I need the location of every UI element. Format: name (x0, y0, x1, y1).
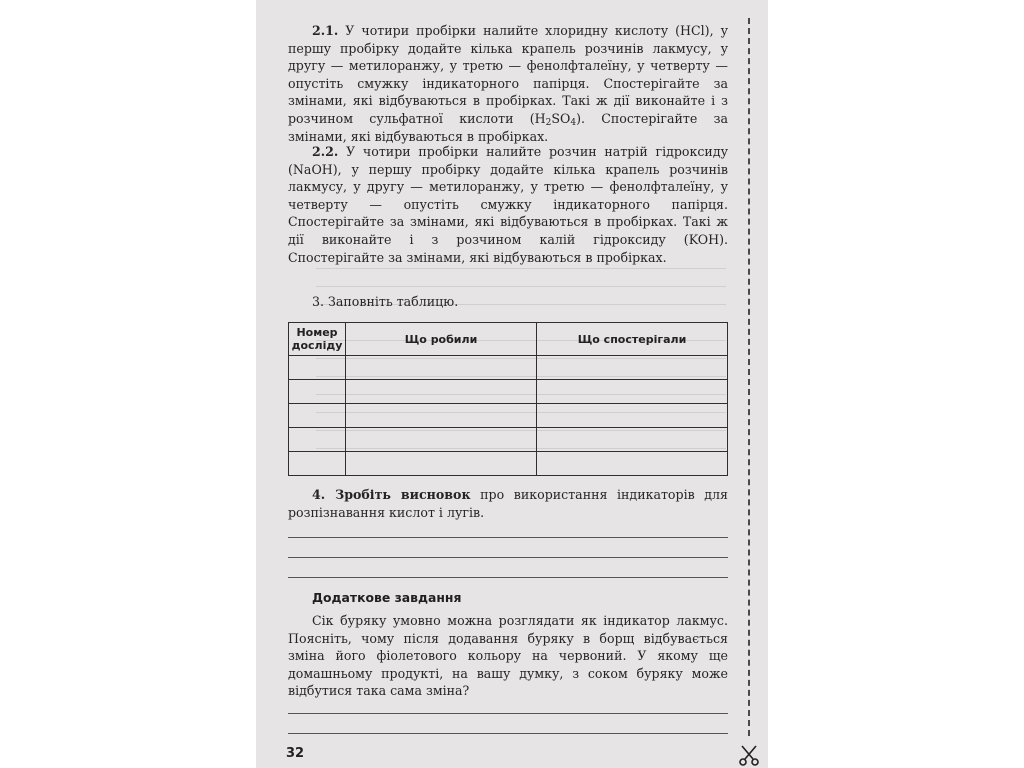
extra-task (288, 612, 728, 700)
task-2-2 (288, 143, 728, 266)
answer-line[interactable] (288, 694, 728, 714)
scanned-page (256, 0, 768, 768)
table-cell[interactable] (289, 380, 346, 404)
header-what-observed: Що спостерігали (537, 323, 728, 356)
answer-line[interactable] (288, 714, 728, 734)
table-cell[interactable] (346, 428, 537, 452)
table-cell[interactable] (537, 452, 728, 476)
table-header-row (289, 323, 728, 356)
table-row (289, 404, 728, 428)
task-4-bold: 4. Зробіть висновок (312, 487, 471, 502)
header-experiment-number-line2: досліду (291, 339, 343, 352)
table-cell[interactable] (346, 452, 537, 476)
observation-table (288, 322, 728, 476)
task-3-heading: 3. Заповніть таблицю. (312, 294, 459, 309)
table-cell[interactable] (346, 404, 537, 428)
answer-lines-extra (288, 694, 728, 734)
task-2-2-text: У чотири пробірки налийте розчин натрій гідроксиду (NaOH), у першу пробірку додайте кілька крапель розчинів лакмусу, у другу — метилоранжу, у третю — фенолфталеїну, у четверту — опустіть смужку індикаторного папірця. Спостерігайте за змінами, які відбуваються в пробірках. Такі ж дії виконайте і з розчином калій гідроксиду (KOH). Спостерігайте за змінами, які відбуваються в пробірках. (288, 144, 728, 265)
table-row (289, 380, 728, 404)
header-what-done: Що робили (346, 323, 537, 356)
task-4-text: про використання індикаторів для розпізнавання кислот і лугів. (288, 487, 728, 520)
table-cell[interactable] (289, 452, 346, 476)
header-experiment-number (289, 323, 346, 356)
extra-task-text: Сік буряку умовно можна розглядати як індикатор лакмус. Поясніть, чому після додавання буряку в борщ відбувається зміна його фіолетового кольору на червоний. У якому ще домашньому продукті, на вашу думку, з соком буряку може відбутися така сама зміна? (288, 613, 728, 699)
page-number: 32 (286, 746, 305, 761)
task-2-1-text-end: ). Спостерігайте за змінами, які відбуваються в пробірках. (288, 110, 728, 144)
table-cell[interactable] (346, 356, 537, 380)
table-cell[interactable] (346, 380, 537, 404)
table-cell[interactable] (537, 404, 728, 428)
formula-sub-2: 2 (545, 117, 552, 128)
table-cell[interactable] (537, 428, 728, 452)
table-row (289, 428, 728, 452)
task-2-1-number: 2.1. (312, 23, 339, 38)
table-cell[interactable] (537, 356, 728, 380)
task-2-2-number: 2.2. (312, 144, 339, 159)
scissors-icon (738, 744, 760, 766)
formula-sub-4: 4 (570, 117, 577, 128)
answer-line[interactable] (288, 558, 728, 578)
extra-task-title: Додаткове завдання (312, 590, 462, 605)
header-experiment-number-line1: Номер (296, 326, 338, 339)
formula-h: H (534, 110, 546, 126)
table-cell[interactable] (289, 404, 346, 428)
task-2-1-text: У чотири пробірки налийте хлоридну кислоту (HCl), у першу пробірку додайте кілька крапель розчинів лакмусу, у другу — метилоранжу, у третю — фенолфталеїну, у четверту — опустіть смужку індикаторного папірця. Спостерігайте за змінами, які відбуваються в пробірках. Такі ж дії виконайте і з розчином сульфатної кислоти ( (288, 23, 728, 126)
table-cell[interactable] (537, 380, 728, 404)
answer-line[interactable] (288, 518, 728, 538)
formula-so: SO (551, 110, 571, 126)
table-cell[interactable] (289, 428, 346, 452)
cut-line (748, 18, 750, 736)
task-4 (288, 486, 728, 521)
task-2-1 (288, 22, 728, 145)
table-cell[interactable] (289, 356, 346, 380)
table-row (289, 452, 728, 476)
answer-lines-task-4 (288, 518, 728, 578)
table-row (289, 356, 728, 380)
answer-line[interactable] (288, 538, 728, 558)
